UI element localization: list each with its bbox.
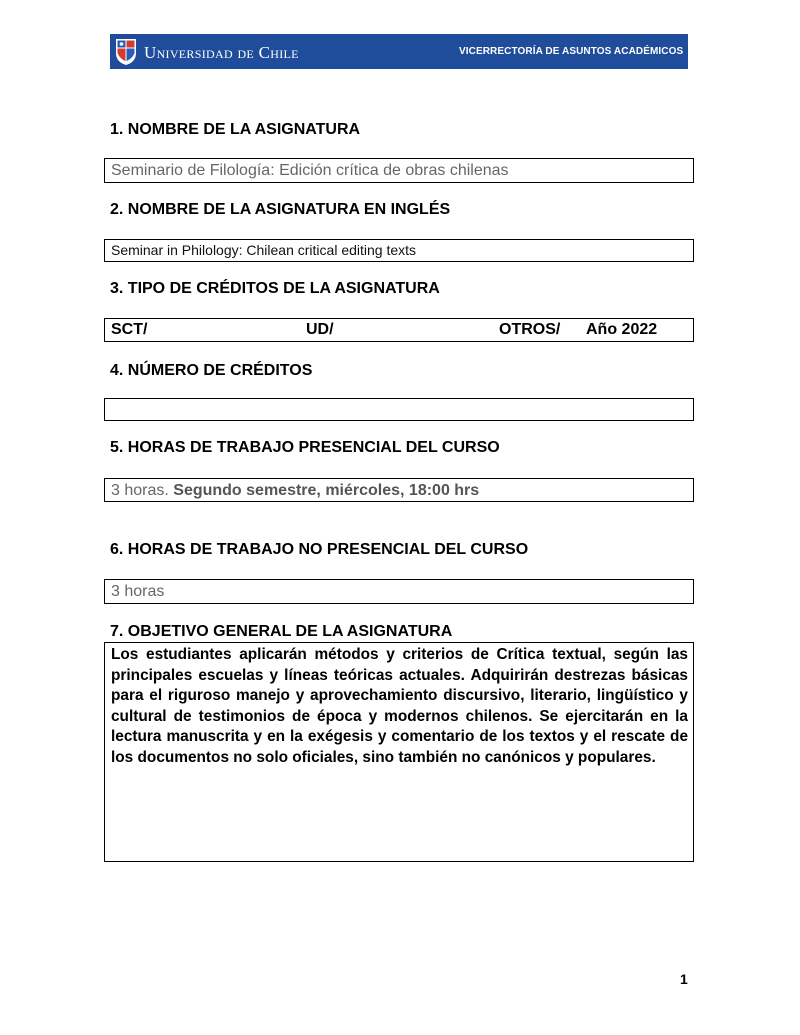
header-banner [110, 34, 688, 69]
credit-type-box [104, 318, 694, 342]
course-name-english-value: Seminar in Philology: Chilean critical editing texts [111, 242, 417, 258]
course-name-english-box [104, 239, 694, 262]
objective-text: Los estudiantes aplicarán métodos y criterios de Crítica textual, según las principales escuelas y líneas teóricas actuales. Adquirirán destrezas básicas para el riguroso manejo y aprovechamiento discursivo, literario, lingüístico y cultural de testimonios de época y modernos chilenos. Se ejercitarán en la lectura manuscrita y en la exégesis y comentario de los textos y el rescate de los documentos no solo oficiales, sino también no canónicos y populares. [111, 646, 688, 766]
section-3-heading: 3. TIPO DE CRÉDITOS DE LA ASIGNATURA [110, 280, 440, 297]
page-number: 1 [680, 971, 688, 987]
section-1-heading: 1. NOMBRE DE LA ASIGNATURA [110, 121, 361, 138]
section-5-heading: 5. HORAS DE TRABAJO PRESENCIAL DEL CURSO [110, 439, 500, 456]
university-crest-icon [114, 37, 138, 66]
credit-ud: UD/ [306, 321, 334, 338]
section-7-heading: 7. OBJETIVO GENERAL DE LA ASIGNATURA [110, 623, 453, 640]
section-2-heading: 2. NOMBRE DE LA ASIGNATURA EN INGLÉS [110, 201, 451, 218]
independent-hours-box [104, 579, 694, 604]
course-name-box [104, 158, 694, 183]
contact-hours-count: 3 horas. [111, 482, 169, 499]
section-6-heading: 6. HORAS DE TRABAJO NO PRESENCIAL DEL CURSO [110, 541, 529, 558]
credit-otros: OTROS/ [499, 321, 561, 338]
independent-hours-value: 3 horas [111, 583, 165, 600]
university-name: Universidad de Chile [144, 43, 299, 62]
contact-hours-schedule: Segundo semestre, miércoles, 18:00 hrs [173, 482, 480, 499]
contact-hours-box [104, 478, 694, 502]
credit-sct: SCT/ [111, 321, 148, 338]
contact-hours-value [111, 482, 479, 500]
credit-year: Año 2022 [586, 321, 658, 338]
objective-box [104, 642, 694, 862]
course-name-value: Seminario de Filología: Edición crítica de obras chilenas [111, 162, 509, 179]
section-4-heading: 4. NÚMERO DE CRÉDITOS [110, 362, 313, 379]
credit-number-box [104, 398, 694, 421]
department-name: VICERRECTORÍA DE ASUNTOS ACADÉMICOS [459, 46, 684, 57]
